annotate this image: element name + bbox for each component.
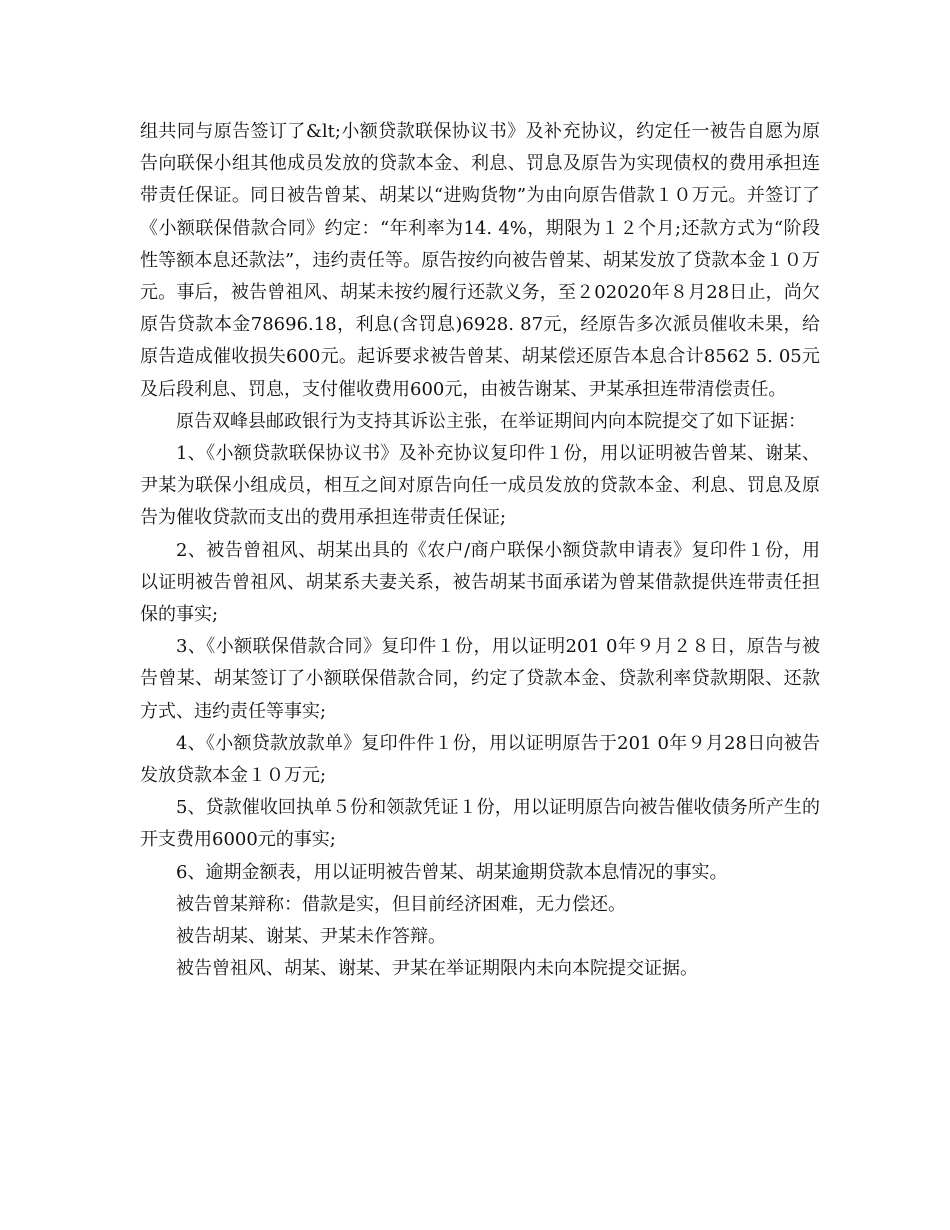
paragraph-evidence-6: 6、逾期金额表，用以证明被告曾某、胡某逾期贷款本息情况的事实。 bbox=[176, 861, 728, 883]
document-body bbox=[140, 116, 820, 985]
paragraph-defense-zeng: 被告曾某辩称：借款是实，但目前经济困难，无力偿还。 bbox=[176, 893, 626, 915]
paragraph-evidence-intro: 原告双峰县邮政银行为支持其诉讼主张，在举证期间内向本院提交了如下证据： bbox=[176, 410, 806, 432]
paragraph-evidence-3: 3、《小额联保借款合同》复印件１份，用以证明201 0年９月２８日，原告与被告曾某、胡某签订了小额联保借款合同，约定了贷款本金、贷款利率贷款期限、还款方式、违约责任等事实; bbox=[140, 636, 820, 722]
paragraph-evidence-1: 1、《小额贷款联保协议书》及补充协议复印件１份，用以证明被告曾某、谢某、尹某为联保小组成员，相互之间对原告向任一成员发放的贷款本金、利息、罚息及原告为催收贷款而支出的费用承担连带责任保证; bbox=[140, 443, 820, 529]
paragraph-evidence-5: 5、贷款催收回执单５份和领款凭证１份，用以证明原告向被告催收债务所产生的开支费用6000元的事实; bbox=[140, 797, 820, 851]
paragraph-no-evidence: 被告曾祖风、胡某、谢某、尹某在举证期限内未向本院提交证据。 bbox=[176, 958, 698, 980]
paragraph-evidence-4: 4、《小额贷款放款单》复印件件１份，用以证明原告于201 0年９月28日向被告发放贷款本金１０万元; bbox=[140, 732, 820, 787]
paragraph-evidence-2: 2、被告曾祖风、胡某出具的《农户/商户联保小额贷款申请表》复印件１份，用以证明被告曾祖风、胡某系夫妻关系，被告胡某书面承诺为曾某借款提供连带责任担保的事实; bbox=[140, 539, 820, 626]
paragraph-no-defense: 被告胡某、谢某、尹某未作答辩。 bbox=[176, 926, 446, 948]
paragraph-claim-facts: 组共同与原告签订了&lt;小额贷款联保协议书》及补充协议，约定任一被告自愿为原告向联保小组其他成员发放的贷款本金、利息、罚息及原告为实现债权的费用承担连带责任保证。同日被告曾某、胡某以“进购货物”为由向原告借款１０万元。并签订了《小额联保借款合同》约定：“年利率为14. 4%，期限为１２个月;还款方式为“阶段性等额本息还款法”，违约责任等。原告按约向被告曾某、胡某发放了贷款本金１０万元。事后，被告曾祖风、胡某未按约履行还款义务，至２02020年８月28日止，尚欠原告贷款本金78696.18，利息(含罚息)6928. 87元，经原告多次派员催收未果，给原告造成催收损失600元。起诉要求被告曾某、胡某偿还原告本息合计8562 5. 05元及后段利息、罚息，支付催收费用600元，由被告谢某、尹某承担连带清偿责任。 bbox=[140, 121, 820, 400]
